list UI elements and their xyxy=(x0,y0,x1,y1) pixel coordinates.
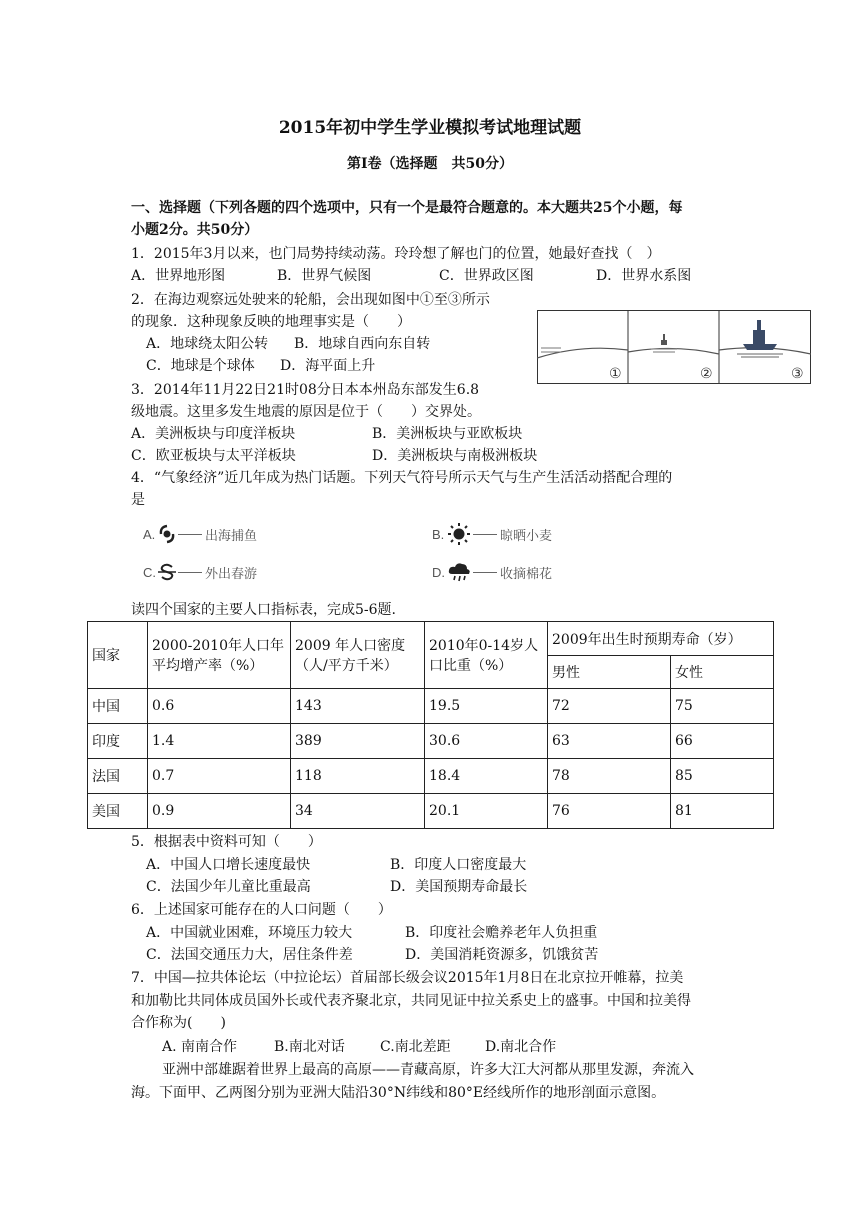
sandstorm-icon xyxy=(157,562,177,582)
header-child-line1: 2010年0-14岁人 xyxy=(429,638,539,654)
q4-stem: 4．“气象经济”近几年成为热门话题。下列天气符号所示天气与生产生活活动搭配合理的 xyxy=(131,470,673,486)
page-subtitle: 第Ⅰ卷（选择题 共50分） xyxy=(346,156,514,172)
figure-label-3: ③ xyxy=(791,366,804,382)
table-cell: 118 xyxy=(291,759,425,794)
q3-option-a[interactable]: A．美洲板块与印度洋板块 xyxy=(131,426,296,442)
q3-option-d[interactable]: D．美洲板块与南极洲板块 xyxy=(372,448,538,464)
q6-option-d[interactable]: D．美国消耗资源多，饥饿贫苦 xyxy=(405,947,599,963)
table-cell: 1.4 xyxy=(148,724,291,759)
header-country: 国家 xyxy=(88,622,148,689)
q4-option-c[interactable] xyxy=(143,561,257,583)
q7-option-c[interactable]: C.南北差距 xyxy=(380,1039,451,1055)
table-cell: 76 xyxy=(548,794,671,829)
q5-option-b[interactable]: B．印度人口密度最大 xyxy=(390,857,527,873)
table-cell: 34 xyxy=(291,794,425,829)
q3-stem: 3．2014年11月22日21时08分日本本州岛东部发生6.8 xyxy=(131,382,480,398)
q1-stem: 1．2015年3月以来，也门局势持续动荡。玲玲想了解也门的位置，她最好查找（ ） xyxy=(131,246,661,262)
q4-option-d-letter: D. xyxy=(432,564,445,580)
table-row xyxy=(88,689,774,724)
q6-option-a[interactable]: A．中国就业困难，环境压力较大 xyxy=(146,925,353,941)
table-row xyxy=(88,794,774,829)
q4-option-a-activity: 出海捕鱼 xyxy=(205,528,258,544)
header-child-line2: 口比重（%） xyxy=(429,658,513,674)
page-title: 2015年初中学生学业模拟考试地理试题 xyxy=(278,118,582,138)
header-density-line1: 2009 年人口密度 xyxy=(295,638,406,654)
table-cell: 19.5 xyxy=(425,689,548,724)
section-heading-cont: 小题2分。共50分） xyxy=(131,222,259,238)
q7-option-a[interactable]: A. 南南合作 xyxy=(162,1039,238,1055)
q4-option-a-letter: A. xyxy=(143,526,156,542)
q3-option-b[interactable]: B．美洲板块与亚欧板块 xyxy=(372,426,523,442)
figure-label-2: ② xyxy=(700,366,713,382)
section-heading: 一、选择题（下列各题的四个选项中，只有一个是最符合题意的。本大题共25个小题，每 xyxy=(131,200,683,216)
table-cell: 20.1 xyxy=(425,794,548,829)
q7-option-b[interactable]: B.南北对话 xyxy=(274,1039,345,1055)
typhoon-icon xyxy=(157,524,177,544)
q2-option-c[interactable]: C．地球是个球体 xyxy=(146,358,255,374)
header-growth-line2: 平均增产率（%） xyxy=(152,658,264,674)
q4-option-b[interactable] xyxy=(432,523,552,545)
table-cell: 印度 xyxy=(88,724,148,759)
q4-option-a[interactable] xyxy=(143,523,257,545)
table-cell: 0.6 xyxy=(148,689,291,724)
table-cell: 78 xyxy=(548,759,671,794)
rain-icon xyxy=(446,561,472,583)
table-cell: 63 xyxy=(548,724,671,759)
q7-option-d[interactable]: D.南北合作 xyxy=(485,1039,557,1055)
header-growth-line1: 2000-2010年人口年 xyxy=(152,638,284,654)
table-cell: 143 xyxy=(291,689,425,724)
header-child xyxy=(425,622,548,689)
q2-stem-cont: 的现象．这种现象反映的地理事实是（ ） xyxy=(131,314,411,330)
table-cell: 法国 xyxy=(88,759,148,794)
q4-stem-cont: 是 xyxy=(131,492,145,508)
table-cell: 美国 xyxy=(88,794,148,829)
q5-option-c[interactable]: C．法国少年儿童比重最高 xyxy=(146,879,311,895)
table-row xyxy=(88,724,774,759)
table-cell: 0.7 xyxy=(148,759,291,794)
q2-option-a[interactable]: A．地球绕太阳公转 xyxy=(146,336,269,352)
q1-option-c[interactable]: C．世界政区图 xyxy=(439,268,534,284)
table-cell: 中国 xyxy=(88,689,148,724)
table-cell: 66 xyxy=(671,724,774,759)
q4-option-c-letter: C. xyxy=(143,564,156,580)
q6-option-c[interactable]: C．法国交通压力大，居住条件差 xyxy=(146,947,353,963)
passage-line1: 亚洲中部雄踞着世界上最高的高原——青藏高原，许多大江大河都从那里发源，奔流入 xyxy=(162,1062,694,1078)
q1-option-a[interactable]: A．世界地形图 xyxy=(131,268,226,284)
table-cell: 18.4 xyxy=(425,759,548,794)
table-cell: 75 xyxy=(671,689,774,724)
figure-label-1: ① xyxy=(609,366,622,382)
q2-option-d[interactable]: D．海平面上升 xyxy=(280,358,376,374)
q4-option-c-activity: 外出春游 xyxy=(205,566,258,582)
table-cell: 72 xyxy=(548,689,671,724)
header-male: 男性 xyxy=(548,656,671,689)
table-cell: 389 xyxy=(291,724,425,759)
q4-option-d[interactable] xyxy=(432,561,552,583)
sunny-icon xyxy=(446,523,472,545)
q3-option-c[interactable]: C．欧亚板块与太平洋板块 xyxy=(131,448,296,464)
passage-line2: 海。下面甲、乙两图分别为亚洲大陆沿30°N纬线和80°E经线所作的地形剖面示意图。 xyxy=(131,1085,666,1101)
q2-option-b[interactable]: B．地球自西向东自转 xyxy=(294,336,431,352)
q4-option-b-letter: B. xyxy=(432,526,445,542)
table-cell: 0.9 xyxy=(148,794,291,829)
q1-option-b[interactable]: B．世界气候图 xyxy=(277,268,372,284)
q3-stem-cont: 级地震。这里多发生地震的原因是位于（ ）交界处。 xyxy=(131,404,481,420)
table-cell: 30.6 xyxy=(425,724,548,759)
q6-stem: 6．上述国家可能存在的人口问题（ ） xyxy=(131,902,392,918)
header-female: 女性 xyxy=(671,656,774,689)
table-row xyxy=(88,759,774,794)
header-growth xyxy=(148,622,291,689)
header-life: 2009年出生时预期寿命（岁） xyxy=(548,622,774,656)
table-cell: 81 xyxy=(671,794,774,829)
q4-option-b-activity: 晾晒小麦 xyxy=(500,528,553,544)
header-density xyxy=(291,622,425,689)
q7-stem-cont2: 合作称为( ) xyxy=(131,1015,226,1031)
population-table xyxy=(87,621,774,829)
q7-stem-cont1: 和加勒比共同体成员国外长或代表齐聚北京，共同见证中拉关系史上的盛事。中国和拉美得 xyxy=(131,993,691,1009)
ship-horizon-figure xyxy=(537,310,811,384)
q6-option-b[interactable]: B．印度社会赡养老年人负担重 xyxy=(405,925,598,941)
q4-option-d-activity: 收摘棉花 xyxy=(500,566,553,582)
q1-option-d[interactable]: D．世界水系图 xyxy=(596,268,692,284)
q7-stem: 7．中国—拉共体论坛（中拉论坛）首届部长级会议2015年1月8日在北京拉开帷幕，拉美 xyxy=(131,970,684,986)
table-intro: 读四个国家的主要人口指标表，完成5-6题. xyxy=(131,602,396,618)
q5-option-d[interactable]: D．美国预期寿命最长 xyxy=(390,879,528,895)
q2-stem: 2．在海边观察远处驶来的轮船，会出现如图中①至③所示 xyxy=(131,292,490,308)
table-cell: 85 xyxy=(671,759,774,794)
header-density-line2: （人/平方千米） xyxy=(295,658,398,674)
q5-option-a[interactable]: A．中国人口增长速度最快 xyxy=(146,857,311,873)
q5-stem: 5．根据表中资料可知（ ） xyxy=(131,834,322,850)
